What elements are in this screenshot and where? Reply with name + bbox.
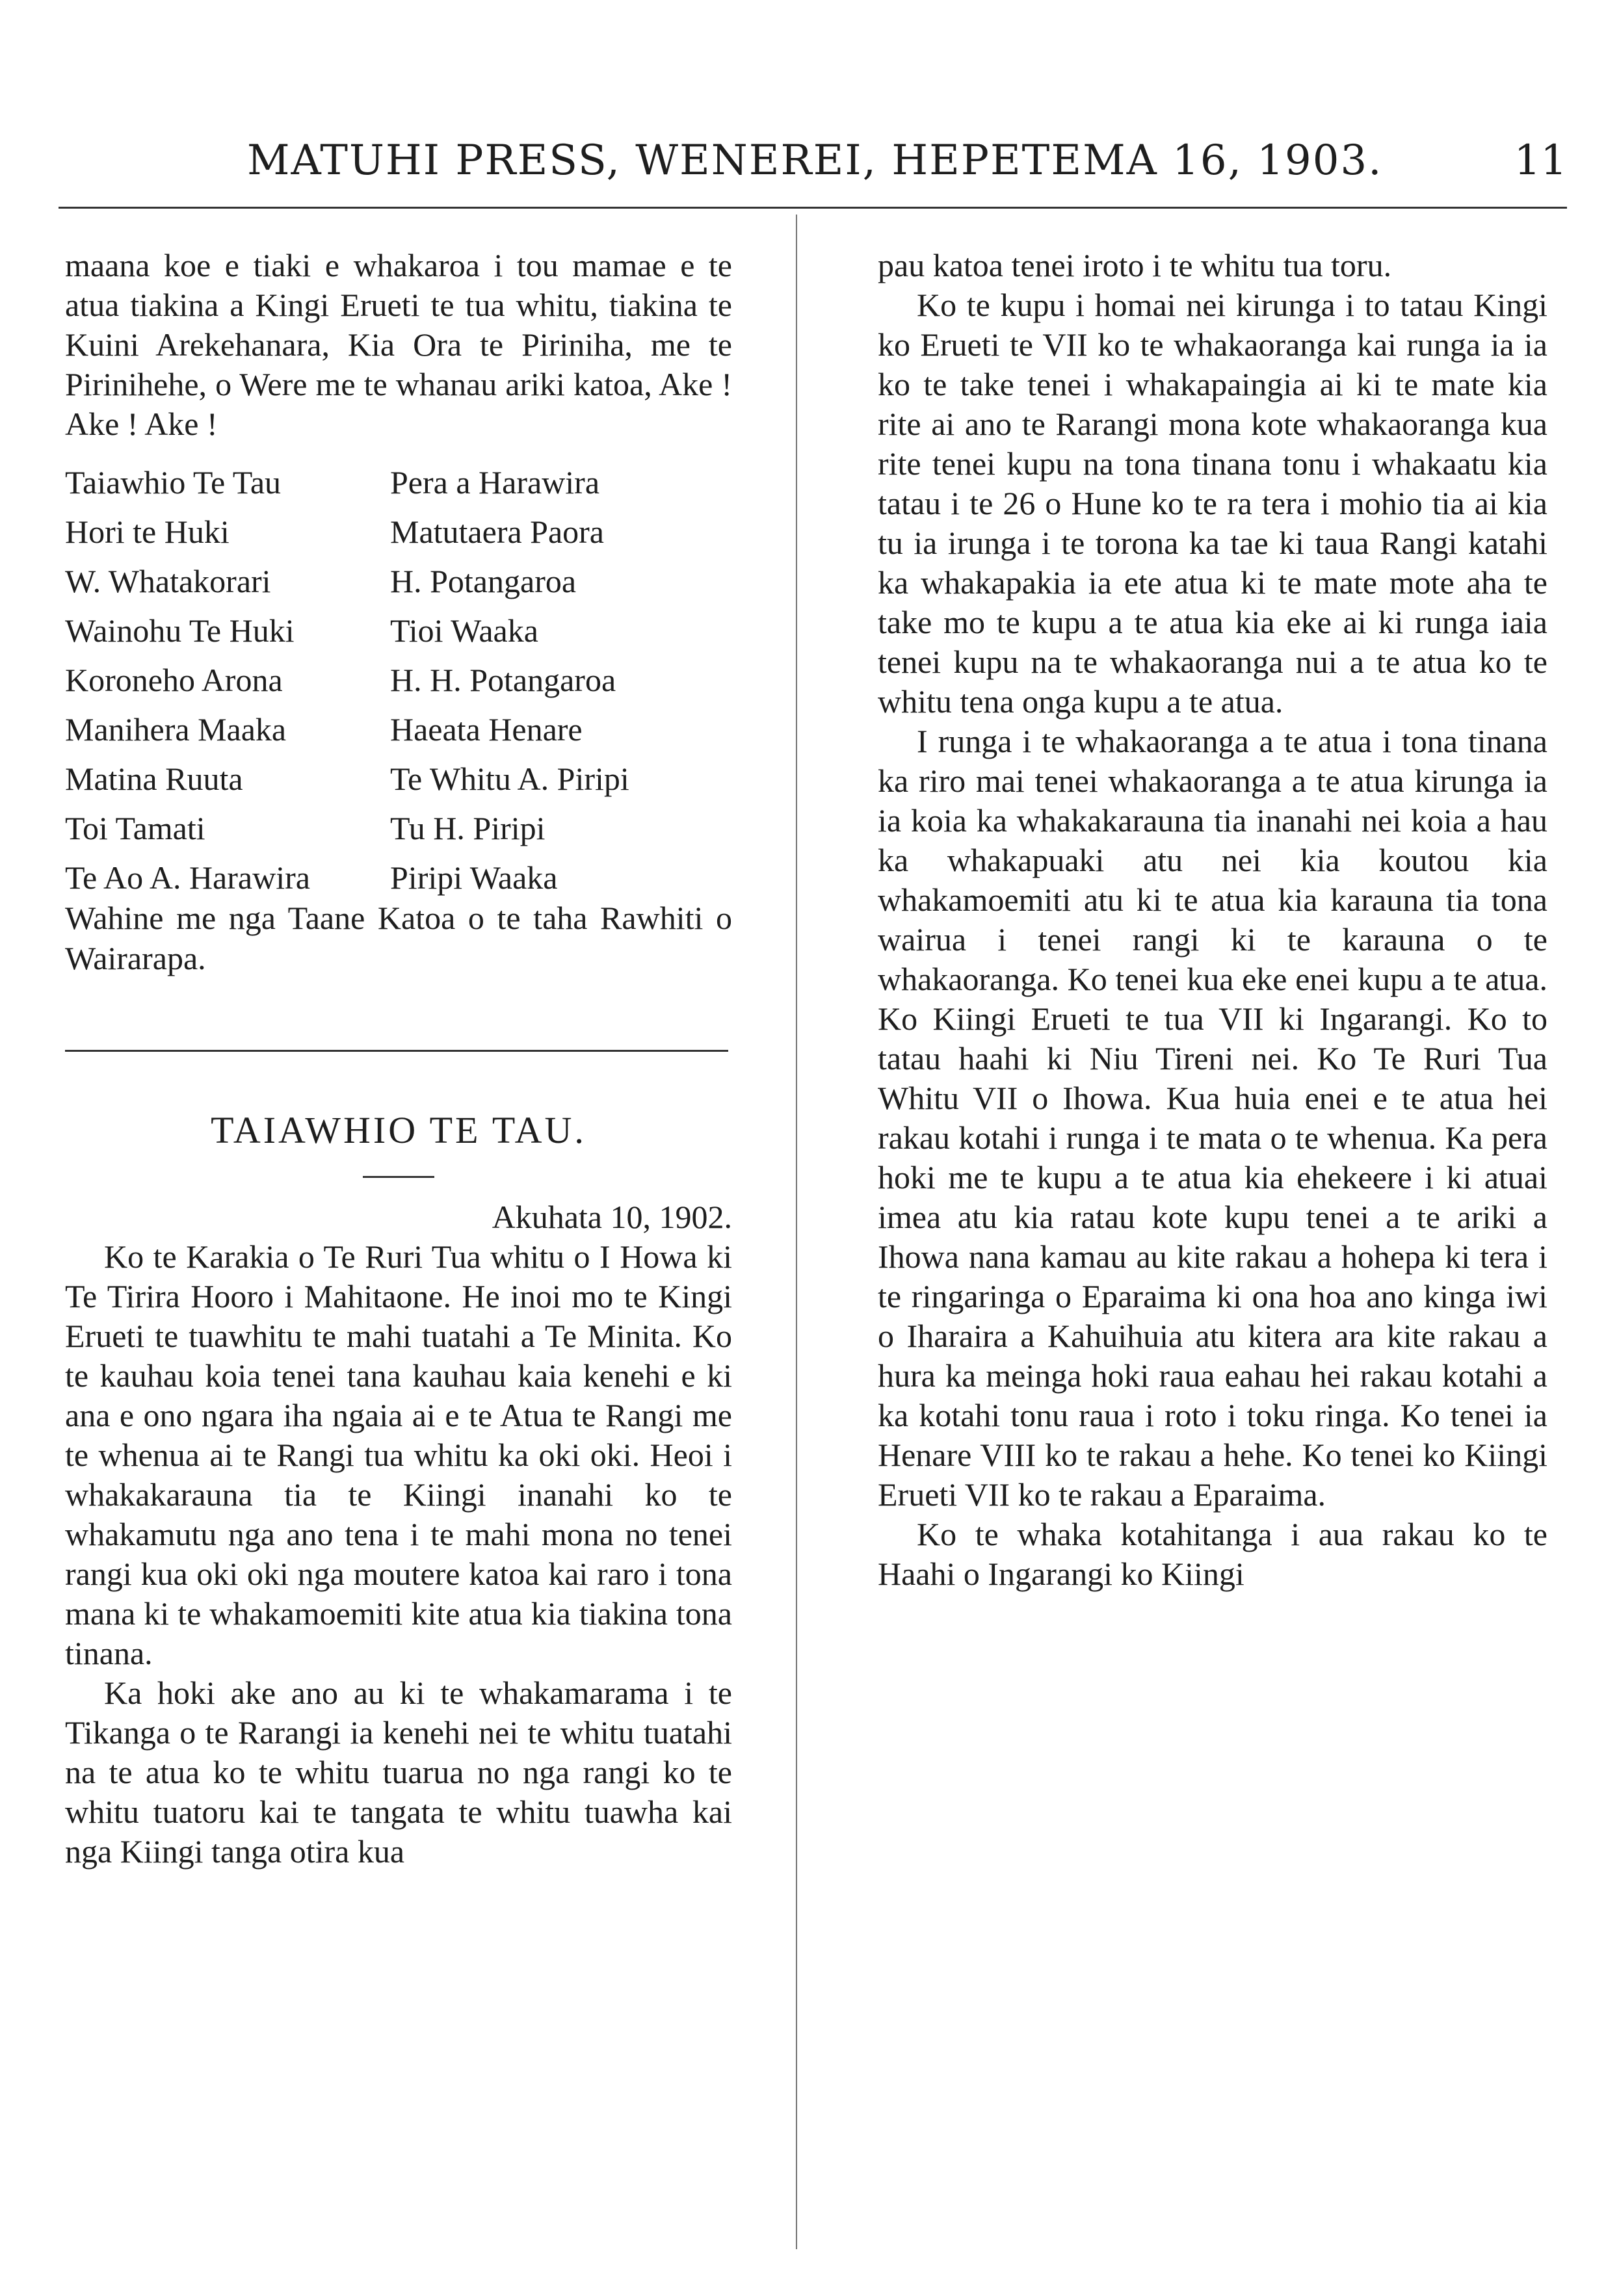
women-men-line: Wahine me nga Taane Katoa o te taha Rawhiti o Wairarapa. [65,900,732,976]
right-column [878,246,1547,1594]
section-title: TAIAWHIO TE TAU. [211,1109,586,1151]
signatory-name: Haeata Henare [390,711,583,748]
signatory-name: Toi Tamati [65,810,205,846]
body-paragraph: pau katoa tenei iroto i te whitu tua toru. [878,247,1392,283]
signatory-name: Matutaera Paora [390,514,605,550]
page-number: 11 [1514,137,1567,185]
signatory-name: H. H. Potangaroa [390,662,616,698]
body-paragraph: Ko te kupu i homai nei kirunga i to tatau Kingi ko Erueti te VII ko te whakaoranga kai runga ia ia ko te take tenei i whakapaingia ai ki te mate kia rite ai ano te Rarangi mona kote whakaoranga kua rite tenei kupu na tona tinana tonu i whakaatu kia tatau i te 26 o Hune ko te ra tera i mohio tia ai kia tu ia irunga i te torona ka tae ki taua Rangi katahi ka whakapakia ia ete atua ki te mate mote aha te take mo te kupu a te atua kia eke ai ki runga iaia tenei kupu na te whakaoranga nui a te atua ko te whitu tena onga kupu a te atua. [878,287,1547,720]
signatory-name: Matina Ruuta [65,761,243,797]
signatory-name: H. Potangaroa [390,563,577,599]
body-paragraph: Ko te whaka kotahitanga i aua rakau ko te Haahi o Ingarangi ko Kiingi [878,1516,1547,1592]
column-divider [796,215,797,2249]
signatory-name: Taiawhio Te Tau [65,464,282,501]
section-rule [65,1050,728,1052]
signatory-list [65,462,732,898]
signatory-name: Hori te Huki [65,514,230,550]
signatory-name: Tioi Waaka [390,612,538,649]
dateline: Akuhata 10, 1902. [492,1199,732,1235]
signatory-name: Te Ao A. Harawira [65,859,310,896]
signatory-name: W. Whatakorari [65,563,271,599]
body-paragraph: I runga i te whakaoranga a te atua i tona tinana ka riro mai tenei whakaoranga a te atua kirunga ia ia koia ka whakakarauna tia inanahi nei koia a hau ka whakapuaki atu nei kia koutou kia whakamoemiti atu ki te atua kia karauna tia tona wairua i tenei rangi ki te karauna o te whakaoranga. Ko tenei kua eke enei kupu a te atua. Ko Kiingi Erueti te tua VII ki Ingarangi. Ko to tatau haahi ki Niu Tireni nei. Ko Te Ruri Tua Whitu VII o Ihowa. Kua huia enei e te atua hei rakau kotahi i runga i te mata o te whenua. Ka pera hoki me te kupu a te atua kia ehekeere i ki atuai imea atu kia ratau kote kupu tenei a te ariki a Ihowa nana kamau au kite rakau a hohepa ki tera i te ringaringa o Eparaima ki ona hoa ano kinga iwi o Iharaira a Kahuihuia atu kitera ara kite rakau a hura ka meinga hoki raua eahau hei rakau kotahi a ka kotahi tonu raua i roto i toku ringa. Ko tenei ia Henare VIII ko te rakau a hehe. Ko tenei ko Kiingi Erueti VII ko te rakau a Eparaima. [878,723,1547,1513]
signatory-name: Manihera Maaka [65,711,287,748]
signatory-name: Pera a Harawira [390,464,600,501]
signatory-name: Wainohu Te Huki [65,612,295,649]
left-column [65,246,732,1872]
signatory-name: Koroneho Arona [65,662,283,698]
header-rule [59,207,1567,209]
body-paragraph: Ko te Karakia o Te Ruri Tua whitu o I Howa ki Te Tirira Hooro i Mahitaone. He inoi mo te Kingi Erueti te tuawhitu te mahi tuatahi a Te Minita. Ko te kauhau koia tenei tana kauhau kaia kenehi e ki ana e ono ngara iha ngaia ai e te Atua te Rangi me te whenua ai te Rangi tua whitu ka oki oki. Heoi i whakakarauna tia te Kiingi inanahi ko te whakamutu nga ano tena i te mahi mona no tenei rangi kua oki oki nga moutere katoa kai raro i tona mana ki te whakamoemiti kite atua kia tiakina tona tinana. [65,1238,732,1671]
intro-paragraph: maana koe e tiaki e whakaroa i tou mamae e te atua tiakina a Kingi Erueti te tua whitu, tiakina te Kuini Arekehanara, Kia Ora te Piriniha, me te Pirinihehe, o Were me te whanau ariki katoa, Ake ! Ake ! Ake ! [65,247,732,442]
signatory-name: Te Whitu A. Piripi [390,761,629,797]
body-paragraph: Ka hoki ake ano au ki te whakamarama i te Tikanga o te Rarangi ia kenehi nei te whitu tuatahi na te atua ko te whitu tuarua no nga rangi ko te whitu tuatoru kai te tangata te whitu tuawha kai nga Kiingi tanga otira kua [65,1675,732,1870]
page-header: MATUHI PRESS, WENEREI, HEPETEMA 16, 1903. [247,137,1383,185]
signatory-name: Tu H. Piripi [390,810,546,846]
signatory-name: Piripi Waaka [390,859,558,896]
title-rule [363,1176,434,1178]
